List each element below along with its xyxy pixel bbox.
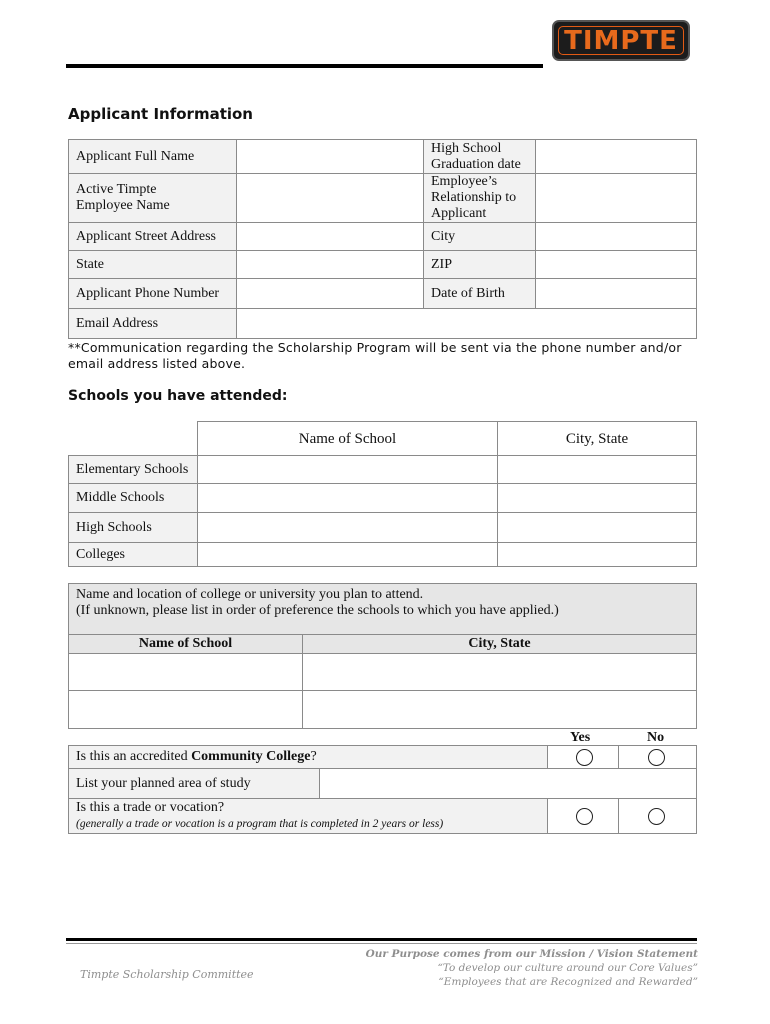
- plan-line1: Name and location of college or university you plan to attend.: [76, 587, 424, 602]
- footer-mission: [366, 947, 698, 989]
- plan-city-field-2[interactable]: [302, 690, 697, 729]
- row-colleges: Colleges: [68, 542, 198, 567]
- zip-field[interactable]: [535, 250, 697, 279]
- label-street: Applicant Street Address: [68, 222, 237, 251]
- yes-header: Yes: [570, 730, 591, 745]
- accredited-prefix: Is this an accredited: [76, 749, 192, 764]
- applicant-heading: Applicant Information: [68, 105, 253, 123]
- note-line1: **Communication regarding the Scholarship Program will be sent via the phone number and/or: [68, 340, 682, 355]
- label-state: State: [68, 250, 237, 279]
- plan-line2: (If unknown, please list in order of preference the schools to which you have applied.): [76, 603, 559, 618]
- relationship-line2: Relationship to: [431, 190, 517, 205]
- trade-question: [68, 798, 548, 834]
- footer-committee: Timpte Scholarship Committee: [80, 968, 254, 981]
- label-zip: ZIP: [423, 250, 536, 279]
- hs-grad-line2: Graduation date: [431, 157, 521, 172]
- footer-rule-thin: [66, 943, 697, 944]
- plan-name-field-1[interactable]: [68, 653, 303, 691]
- schools-heading: Schools you have attended:: [68, 388, 288, 404]
- colleges-city-field[interactable]: [497, 542, 697, 567]
- accredited-bold: Community College: [191, 749, 311, 764]
- employee-line1: Active Timpte: [76, 182, 157, 197]
- no-header: No: [647, 730, 665, 745]
- plan-name-field-2[interactable]: [68, 690, 303, 729]
- trade-yes-radio[interactable]: [576, 808, 593, 825]
- study-field[interactable]: [319, 768, 697, 799]
- state-field[interactable]: [236, 250, 424, 279]
- hs-grad-line1: High School: [431, 141, 502, 156]
- logo-text: TIMPTE: [564, 25, 678, 56]
- colleges-name-field[interactable]: [197, 542, 498, 567]
- employee-name-field[interactable]: [236, 173, 424, 223]
- plan-city-field-1[interactable]: [302, 653, 697, 691]
- label-email: Email Address: [68, 308, 237, 339]
- middle-name-field[interactable]: [197, 483, 498, 513]
- schools-col-city: City, State: [497, 421, 697, 456]
- label-city: City: [423, 222, 536, 251]
- logo-border: [558, 26, 684, 55]
- street-field[interactable]: [236, 222, 424, 251]
- plan-col-city: City, State: [302, 634, 697, 654]
- trade-label: Is this a trade or vocation?: [76, 800, 225, 815]
- high-name-field[interactable]: [197, 512, 498, 543]
- footer-rule: [66, 938, 697, 941]
- label-relationship: [423, 173, 536, 223]
- accredited-yes-radio[interactable]: [576, 749, 593, 766]
- relationship-line3: Applicant: [431, 206, 487, 221]
- middle-city-field[interactable]: [497, 483, 697, 513]
- elementary-name-field[interactable]: [197, 455, 498, 484]
- relationship-line1: Employee’s: [431, 174, 498, 189]
- row-elementary: Elementary Schools: [68, 455, 198, 484]
- elementary-city-field[interactable]: [497, 455, 697, 484]
- trade-note: (generally a trade or vocation is a program that is completed in 2 years or less): [76, 818, 444, 830]
- high-city-field[interactable]: [497, 512, 697, 543]
- header-rule: [66, 64, 543, 68]
- accredited-question: [68, 745, 548, 769]
- relationship-field[interactable]: [535, 173, 697, 223]
- accredited-no-radio[interactable]: [648, 749, 665, 766]
- timpte-logo: [552, 20, 690, 61]
- label-hs-graduation: [423, 139, 536, 174]
- label-phone: Applicant Phone Number: [68, 278, 237, 309]
- label-dob: Date of Birth: [423, 278, 536, 309]
- plan-col-name: Name of School: [68, 634, 303, 654]
- phone-field[interactable]: [236, 278, 424, 309]
- city-field[interactable]: [535, 222, 697, 251]
- label-employee-name: [68, 173, 237, 223]
- study-label: List your planned area of study: [68, 768, 320, 799]
- footer-mission-line3: “Employees that are Recognized and Rewarded”: [438, 976, 698, 988]
- plan-instructions: [68, 583, 697, 635]
- row-high: High Schools: [68, 512, 198, 543]
- dob-field[interactable]: [535, 278, 697, 309]
- employee-line2: Employee Name: [76, 198, 170, 213]
- note-line2: email address listed above.: [68, 356, 246, 371]
- schools-col-name: Name of School: [197, 421, 498, 456]
- label-full-name: Applicant Full Name: [68, 139, 237, 174]
- trade-no-radio[interactable]: [648, 808, 665, 825]
- footer-mission-line2: “To develop our culture around our Core Values”: [437, 962, 698, 974]
- communication-note: [68, 340, 708, 372]
- hs-graduation-field[interactable]: [535, 139, 697, 174]
- full-name-field[interactable]: [236, 139, 424, 174]
- footer-mission-line1: Our Purpose comes from our Mission / Vision Statement: [365, 948, 698, 960]
- email-field[interactable]: [236, 308, 697, 339]
- row-middle: Middle Schools: [68, 483, 198, 513]
- accredited-suffix: ?: [310, 749, 317, 764]
